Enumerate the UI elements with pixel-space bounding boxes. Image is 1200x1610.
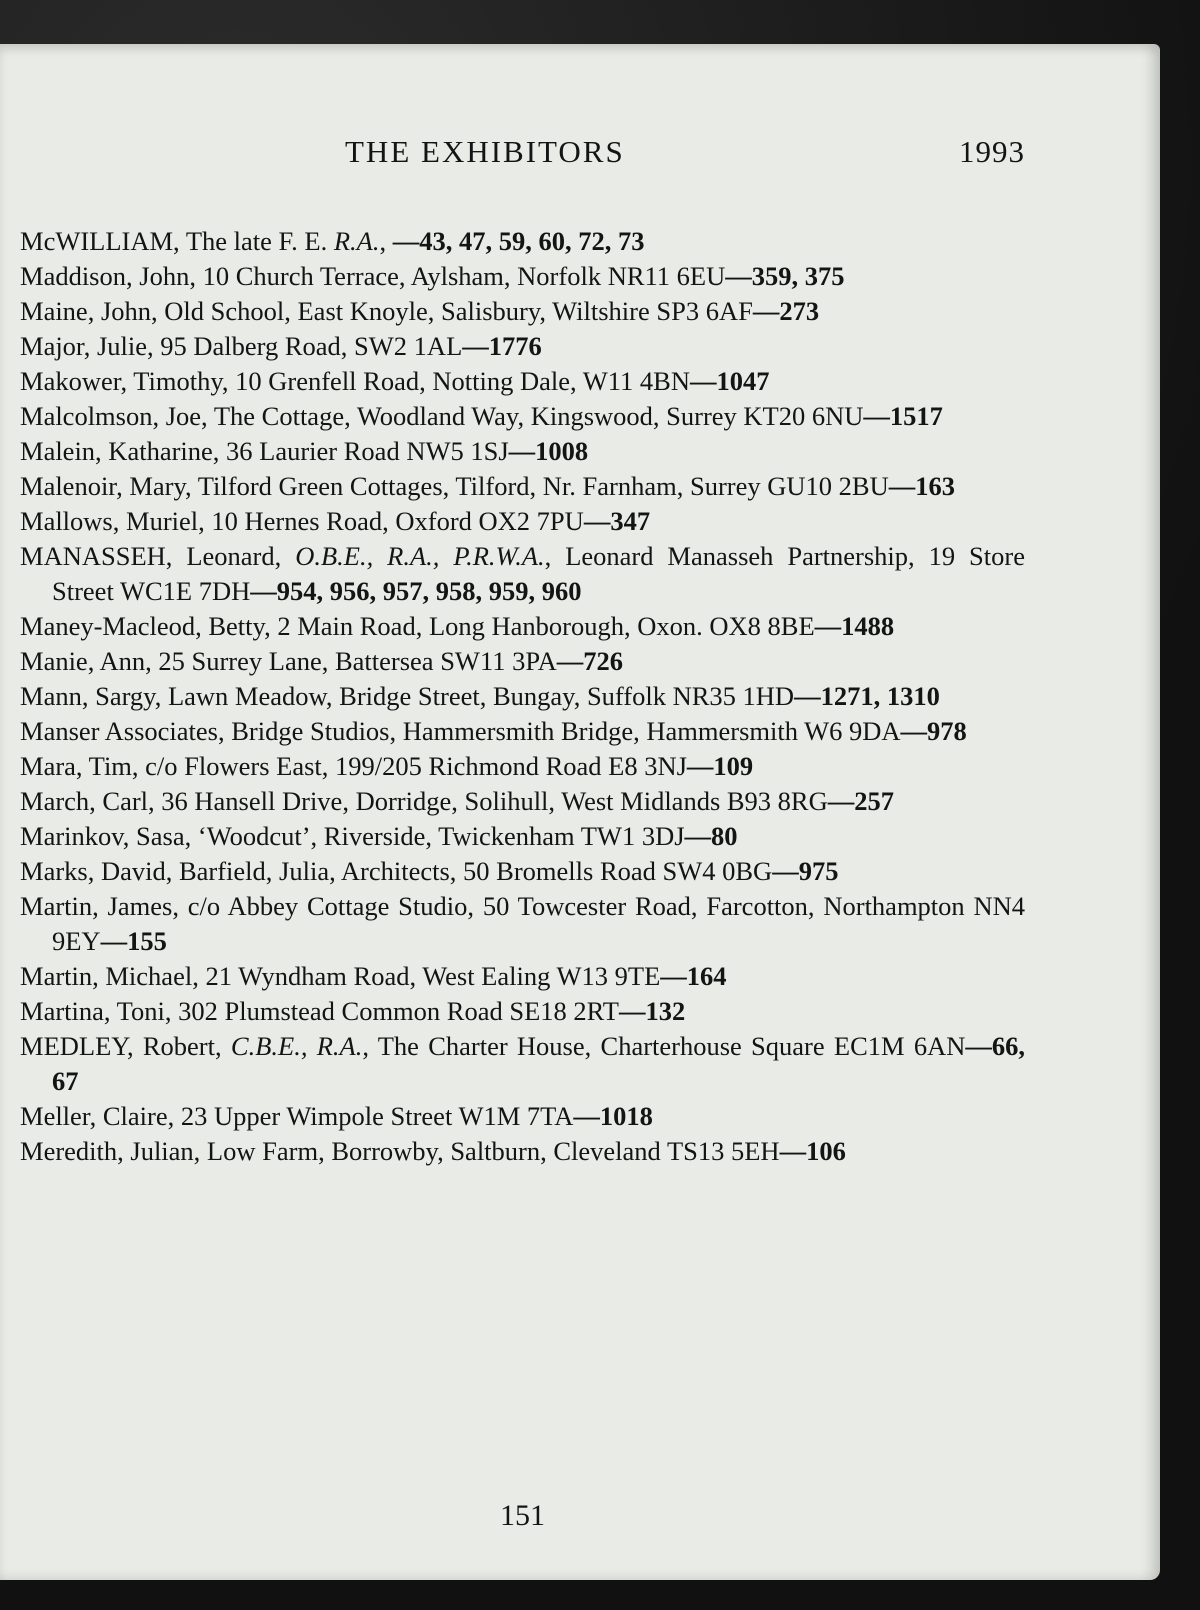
entry-catalogue-numbers: —257 [827, 786, 894, 816]
entry-name-address: Malein, Katharine, 36 Laurier Road NW5 1SJ [20, 436, 509, 466]
exhibitor-entry [20, 1099, 1025, 1134]
entry-name-address: March, Carl, 36 Hansell Drive, Dorridge, Solihull, West Midlands B93 8RG [20, 786, 828, 816]
entry-catalogue-numbers: —1008 [508, 436, 589, 466]
exhibitor-entry [20, 784, 1025, 819]
entry-honours: R.A. [333, 226, 380, 256]
exhibitor-entry [20, 259, 1025, 294]
exhibitor-list [20, 224, 1025, 1169]
entry-catalogue-numbers: —359, 375 [725, 261, 845, 291]
entry-name-address: Mallows, Muriel, 10 Hernes Road, Oxford OX2 7PU [20, 506, 584, 536]
entry-catalogue-numbers: —132 [618, 996, 686, 1026]
entry-catalogue-numbers: —164 [660, 961, 727, 991]
exhibitor-entry [20, 994, 1025, 1029]
entry-name-address: Manie, Ann, 25 Surrey Lane, Battersea SW11 3PA [20, 646, 557, 676]
entry-catalogue-numbers: —43, 47, 59, 60, 72, 73 [392, 226, 645, 256]
entry-catalogue-numbers: —726 [556, 646, 624, 676]
entry-name-address: Makower, Timothy, 10 Grenfell Road, Notting Dale, W11 4BN [20, 366, 690, 396]
entry-name-address: Martin, James, c/o Abbey Cottage Studio, 50 Towcester Road, Farcotton, Northampton NN4 9EY [20, 891, 1025, 956]
exhibitor-entry [20, 854, 1025, 889]
book-page [0, 44, 1160, 1580]
running-year: 1993 [959, 134, 1025, 169]
entry-name-address: Maddison, John, 10 Church Terrace, Aylsham, Norfolk NR11 6EU [20, 261, 726, 291]
entry-catalogue-numbers: —80 [684, 821, 738, 851]
entry-name-address: Malenoir, Mary, Tilford Green Cottages, Tilford, Nr. Farnham, Surrey GU10 2BU [20, 471, 889, 501]
entry-catalogue-numbers: —1018 [573, 1101, 653, 1131]
entry-address-tail: , Leonard Manasseh Partnership, 19 Store Street WC1E 7DH [52, 541, 1025, 606]
exhibitor-entry [20, 679, 1025, 714]
exhibitor-entry [20, 959, 1025, 994]
exhibitor-entry [20, 749, 1025, 784]
entry-name-address: Martin, Michael, 21 Wyndham Road, West Ealing W13 9TE [20, 961, 661, 991]
entry-catalogue-numbers: —954, 956, 957, 958, 959, 960 [250, 576, 582, 606]
entry-honours: O.B.E., R.A., P.R.W.A. [295, 541, 545, 571]
entry-catalogue-numbers: —1517 [863, 401, 943, 431]
entry-catalogue-numbers: —1776 [462, 331, 542, 361]
entry-name-address: Mann, Sargy, Lawn Meadow, Bridge Street, Bungay, Suffolk NR35 1HD [20, 681, 795, 711]
entry-catalogue-numbers: —66, 67 [52, 1031, 1025, 1096]
exhibitor-entry [20, 819, 1025, 854]
entry-name-address: Maine, John, Old School, East Knoyle, Salisbury, Wiltshire SP3 6AF [20, 296, 753, 326]
exhibitor-entry [20, 469, 1025, 504]
entry-catalogue-numbers: —1488 [814, 611, 895, 641]
entry-catalogue-numbers: —106 [779, 1136, 846, 1166]
entry-catalogue-numbers: —109 [686, 751, 754, 781]
entry-catalogue-numbers: —155 [100, 926, 167, 956]
entry-catalogue-numbers: —975 [772, 856, 839, 886]
entry-name-address: Meller, Claire, 23 Upper Wimpole Street W1M 7TA [20, 1101, 574, 1131]
exhibitor-entry [20, 1134, 1025, 1169]
exhibitor-entry [20, 399, 1025, 434]
exhibitor-entry [20, 434, 1025, 469]
entry-catalogue-numbers: —163 [888, 471, 955, 501]
entry-name-address: MANASSEH, Leonard, [20, 541, 296, 571]
exhibitor-entry [20, 539, 1025, 609]
entry-name-address: Martina, Toni, 302 Plumstead Common Road SE18 2RT [20, 996, 619, 1026]
entry-catalogue-numbers: —347 [583, 506, 651, 536]
entry-address-tail: , [379, 226, 393, 256]
entry-name-address: Meredith, Julian, Low Farm, Borrowby, Saltburn, Cleveland TS13 5EH [20, 1136, 780, 1166]
exhibitor-entry [20, 644, 1025, 679]
entry-catalogue-numbers: —978 [900, 716, 967, 746]
entry-name-address: Marinkov, Sasa, ‘Woodcut’, Riverside, Twickenham TW1 3DJ [20, 821, 685, 851]
exhibitor-entry [20, 224, 1025, 259]
entry-name-address: Malcolmson, Joe, The Cottage, Woodland Way, Kingswood, Surrey KT20 6NU [20, 401, 864, 431]
exhibitor-entry [20, 329, 1025, 364]
entry-name-address: Marks, David, Barfield, Julia, Architects, 50 Bromells Road SW4 0BG [20, 856, 773, 886]
exhibitor-entry [20, 504, 1025, 539]
exhibitor-entry [20, 714, 1025, 749]
entry-honours: C.B.E., R.A. [230, 1031, 363, 1061]
running-header [345, 134, 1025, 174]
exhibitor-entry [20, 364, 1025, 399]
exhibitor-entry [20, 609, 1025, 644]
entry-name-address: McWILLIAM, The late F. E. [20, 226, 334, 256]
page-number: 151 [500, 1499, 545, 1532]
exhibitor-entry [20, 889, 1025, 959]
exhibitor-entry [20, 294, 1025, 329]
entry-name-address: Manser Associates, Bridge Studios, Hammersmith Bridge, Hammersmith W6 9DA [20, 716, 901, 746]
entry-catalogue-numbers: —273 [752, 296, 820, 326]
entry-name-address: Major, Julie, 95 Dalberg Road, SW2 1AL [20, 331, 463, 361]
exhibitor-entry [20, 1029, 1025, 1099]
entry-catalogue-numbers: —1271, 1310 [794, 681, 940, 711]
running-title: THE EXHIBITORS [345, 134, 625, 169]
entry-address-tail: , The Charter House, Charterhouse Square EC1M 6AN [362, 1031, 966, 1061]
entry-name-address: Mara, Tim, c/o Flowers East, 199/205 Richmond Road E8 3NJ [20, 751, 687, 781]
entry-name-address: MEDLEY, Robert, [20, 1031, 231, 1061]
entry-catalogue-numbers: —1047 [689, 366, 770, 396]
entry-name-address: Maney-Macleod, Betty, 2 Main Road, Long Hanborough, Oxon. OX8 8BE [20, 611, 815, 641]
